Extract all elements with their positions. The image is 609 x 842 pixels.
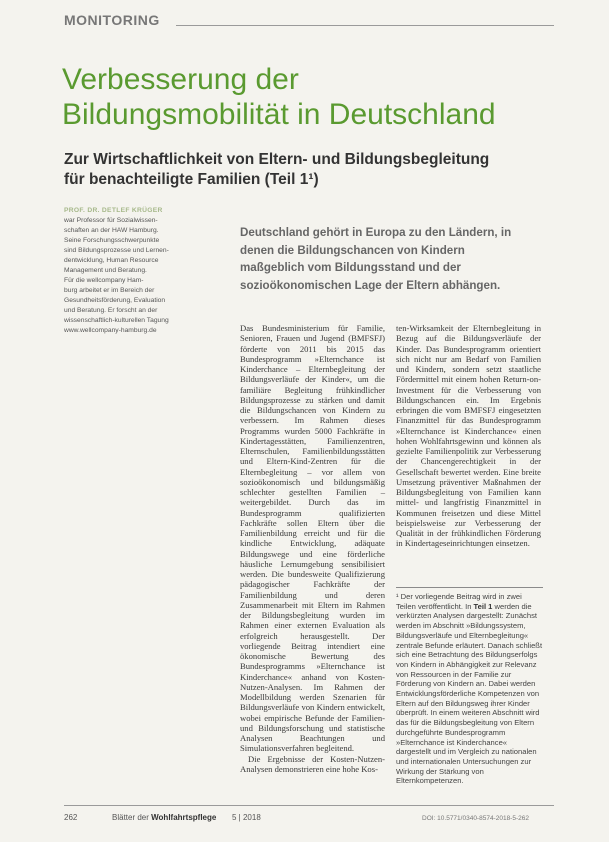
body-column-left (240, 323, 385, 774)
author-bio-line: wissenschaftlich-kulturellen Tagung (64, 317, 169, 324)
author-bio-line: Management und Beratung. (64, 267, 147, 274)
author-bio-line: Seine Forschungsschwerpunkte (64, 237, 160, 244)
journal-prefix: Blätter der (112, 813, 152, 822)
title-line-1: Verbesserung der (62, 63, 299, 96)
body-paragraph: Die Ergebnisse der Kosten-Nutzen-Analysen demonstrieren eine hohe Kos- (240, 753, 385, 774)
section-rule (176, 25, 554, 26)
author-bio-line: Für die wellcompany Ham- (64, 277, 144, 284)
author-bio-line: war Professor für Sozialwissen- (64, 217, 158, 224)
subtitle-line-1: Zur Wirtschaftlichkeit von Eltern- und Bildungsbegleitung (64, 151, 490, 168)
issue-number: 5 | 2018 (232, 813, 261, 822)
doi-reference: DOI: 10.5771/0340-8574-2018-5-262 (422, 815, 529, 822)
author-bio-line: schaften an der HAW Hamburg. (64, 227, 159, 234)
author-bio-line: dentwicklung, Human Resource (64, 257, 159, 264)
footnote-intro: ¹ Der vorliegende Beitrag wird in zwei Teilen veröffentlicht. In (396, 592, 522, 611)
article-subtitle (64, 150, 544, 190)
author-bio-line: Gesundheitsförderung, Evaluation (64, 297, 166, 304)
author-bio-line: und Beratung. Er forscht an der (64, 307, 158, 314)
article-teaser: Deutschland gehört in Europa zu den Ländern, in denen die Bildungschancen von Kindern maßgeblich vom Bildungsstand und der sozioökonomischen Lage der Eltern abhängen. (240, 226, 512, 292)
author-bio-line: sind Bildungsprozesse und Lernen- (64, 247, 169, 254)
author-website[interactable]: www.wellcompany-hamburg.de (64, 327, 157, 334)
author-bio-line: burg arbeitet er im Bereich der (64, 287, 155, 294)
body-paragraph: ten-Wirksamkeit der Elternbegleitung in Bezug auf die Bildungsverläufe der Kinder. Das Bundesprogramm orientiert sich nicht nur am Bedarf von Familien und Kindern, sondern setzt staatliche Fördermittel mit einem hohen Return-on-Investment für die Verbesserung von Bildungschancen ein. Im Ergebnis erbringen die vom BMFSFJ eingesetzten Finanzmittel für das Bundesprogramm »Elternchance ist Kinderchance« einen hohen Wohlfahrtsgewinn und können als gezielte Familienpolitik zur Verbesserung der Chancengerechtigkeit in der Gesellschaft bewertet werden. Eine breite Umsetzung präventiver Maßnahmen der Bildungsbegleitung von Familien kann mittel- und langfristig Finanzmittel in Kommunen freisetzen und diese Mittel beispielsweise zur Verbesserung der Qualität in der frühkindlichen Förderung in Kindertageseinrichtungen einsetzen. (396, 323, 541, 549)
article-title (62, 62, 562, 132)
title-line-2: Bildungsmobilität in Deutschland (62, 98, 496, 131)
journal-name (112, 813, 216, 822)
body-column-right (396, 323, 541, 549)
author-bio (64, 206, 196, 336)
body-paragraph: Das Bundesministerium für Familie, Senioren, Frauen und Jugend (BMFSFJ) förderte von 2011 bis 2015 das Bundesprogramm »Elternchance ist Kinderchance – Elternbegleitung der Bildungsverläufe der Kinder«, um die familiäre Begleitung frühkindlicher Bildungsprozesse zu stärken und damit die Bildungschancen von Kindern zu verbessern. Im Rahmen dieses Programms wurden 5000 Fachkräfte in Kindertagesstätten, Familienzentren, Elternschulen, Familienbildungsstätten und Eltern-Kind-Zentren für die Elternbegleitung – vor allem von sozioökonomisch und bildungsmäßig schlechter gestellten Familien – weitergebildet. Durch das im Bundesprogramm qualifizierten Fachkräfte sollen Eltern über die Familienbildung erreicht und für die kindliche Entwicklung, adäquate Bildungswege und eine förderliche häusliche Lernumgebung sensibilisiert werden. Die bundesweite Qualifizierung pädagogischer Fachkräfte der Familienbildung und deren Zusammenarbeit mit Eltern im Rahmen der Bildungsbegleitung wurden im Rahmen einer externen Evaluation als erfolgreich herausgestellt. Der vorliegende Beitrag intendiert eine ökonomische Bewertung des Bundesprogramms »Elternchance ist Kinderchance« anhand von Kosten-Nutzen-Analysen. Im Rahmen der Modellbildung werden Szenarien für Bildungsverläufe von Kindern entwickelt, wobei empirische Befunde der Familien- und Bildungsforschung und statistische Analysen Beachtungen und Simulationsverfahren begleitend. (240, 323, 385, 754)
subtitle-line-2: für benachteiligte Familien (Teil 1¹) (64, 171, 319, 188)
footnote-part-label: Teil 1 (473, 601, 493, 611)
author-name: PROF. DR. DETLEF KRÜGER (64, 207, 163, 214)
footnote-box (396, 587, 543, 786)
journal-brand: Wohlfahrtspflege (151, 813, 217, 822)
footnote-text: werden die verkürzten Analysen dargestellt: Zunächst werden im Abschnitt »Bildungssystem, Bildungsverläufe und Elternbegleitung« zentrale Befunde erläutert. Danach schließt sich eine Betrachtung des Bildungserfolgs von Kindern in Abhängigkeit zur Relevanz von Ressourcen in der Familie zur Förderung von Kindern an. Dabei werden Entwicklungsförderliche Kompetenzen von Eltern auf den Bildungsweg ihrer Kinder überprüft. In einem weiteren Abschnitt wird das für die Bildungsbegleitung von Eltern durchgeführte Bundesprogramm »Elternchance ist Kinderchance« dargestellt und im Vergleich zu nationalen und internationalen Untersuchungen zur Wirkung der Stärkung von Elternkompetenzen. (396, 601, 543, 786)
page-number: 262 (64, 813, 78, 822)
section-label: MONITORING (64, 12, 160, 28)
footer-rule (64, 805, 554, 806)
